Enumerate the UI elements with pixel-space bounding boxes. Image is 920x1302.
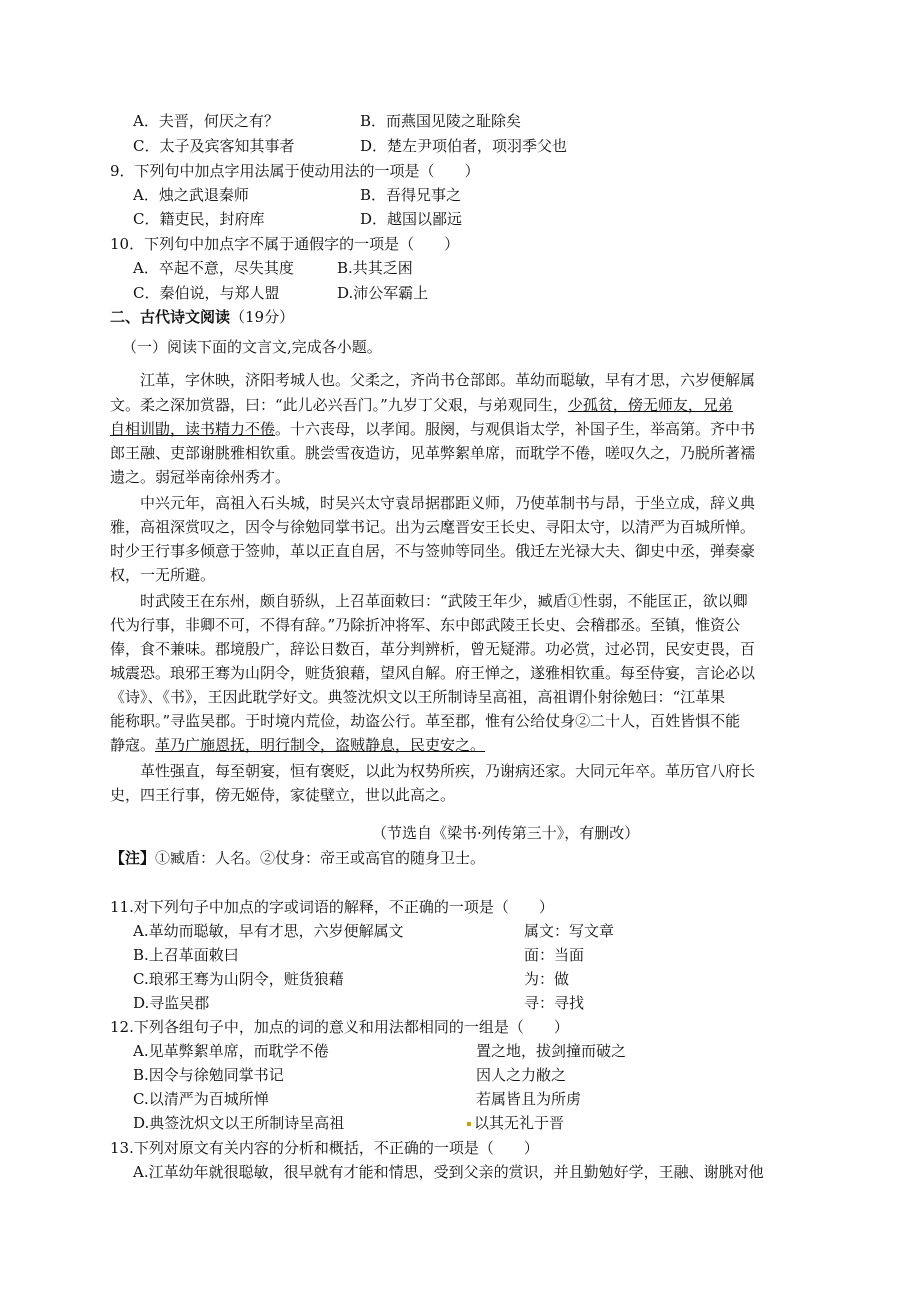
q10-stem: 10．下列句中加点字不属于通假字的一项是（ ） bbox=[110, 235, 460, 253]
passage-line-7: 雅，高祖深赏叹之，因令与徐勉同掌书记。出为云麾晋安王长史、寻阳太守，以清严为百城所惮。 bbox=[110, 518, 756, 536]
passage-line-11: 代为行事，非卿不可，不得有辞。”乃除折冲将军、东中郎武陵王长史、会稽郡丞。至镇，惟资公 bbox=[110, 616, 741, 634]
q11-option-c: C.琅邪王骞为山阴令，赃货狼藉 bbox=[133, 970, 344, 988]
passage-line-13: 城震恐。琅邪王骞为山阴令，赃货狼藉，望风自解。府王惮之，遂雅相钦重。每至侍宴，言论必以 bbox=[110, 664, 756, 682]
q9-option-d: D．越国以鄙远 bbox=[360, 210, 463, 228]
q10-option-a: A．卒起不意，尽失其度 bbox=[133, 259, 294, 277]
q13-option-a: A.江革幼年就很聪敏，很早就有才能和情思，受到父亲的赏识，并且勤勉好学，王融、谢朓对他 bbox=[133, 1163, 764, 1181]
q11-stem: 11.对下列句子中加点的字或词语的解释，不正确的一项是（ ） bbox=[110, 898, 554, 916]
q12-option-b-compare: 因人之力敝之 bbox=[476, 1066, 567, 1084]
q12-stem: 12.下列各组句子中，加点的词的意义和用法都相同的一组是（ ） bbox=[110, 1018, 569, 1036]
q9-option-c: C．籍吏民，封府库 bbox=[133, 210, 265, 228]
passage-line-8: 时少王行事多倾意于签帅，革以正直自居，不与签帅等同坐。俄迁左光禄大夫、御史中丞，弹奏豪 bbox=[110, 542, 756, 560]
marker-dot bbox=[467, 1122, 471, 1126]
q10-option-b: B.共其乏困 bbox=[337, 259, 413, 277]
passage-line-14: 《诗》、《书》，王因此耽学好文。典签沈炽文以王所制诗呈高祖，高祖谓仆射徐勉曰：“江革果 bbox=[110, 688, 726, 706]
passage-line-18: 史，四王行事，傍无姬侍，家徒壁立，世以此高之。 bbox=[110, 786, 456, 804]
section-score: （19分） bbox=[230, 308, 295, 326]
q12-option-d-compare: 以其无礼于晋 bbox=[467, 1112, 564, 1134]
q10-option-d: D.沛公军霸上 bbox=[337, 284, 429, 302]
passage-line-1: 江革，字休映，济阳考城人也。父柔之，齐尚书仓部郎。革幼而聪敏，早有才思，六岁便解属 bbox=[140, 371, 756, 389]
footnote-text: ①臧盾：人名。②仗身：帝王或高官的随身卫士。 bbox=[155, 849, 486, 867]
q8-option-c: C．太子及宾客知其事者 bbox=[133, 137, 295, 155]
q9-option-a: A．烛之武退秦师 bbox=[133, 186, 249, 204]
passage-line-6: 中兴元年，高祖入石头城，时吴兴太守袁昂据郡距义师，乃使革制书与昂，于坐立成，辞义典 bbox=[140, 494, 756, 512]
section-title: 二、古代诗文阅读 bbox=[110, 308, 231, 326]
q12-option-b: B.因令与徐勉同掌书记 bbox=[133, 1066, 284, 1084]
q11-option-b-gloss: 面：当面 bbox=[524, 946, 585, 964]
passage-line-10: 时武陵王在东州，颇自骄纵，上召革面敕曰：“武陵王年少，臧盾①性弱，不能匡正，欲以卿 bbox=[140, 592, 748, 610]
passage-line-16: 静寇。革乃广施恩抚，明行制令，盗贼静息，民吏安之。 bbox=[110, 736, 486, 754]
section-subheading: （一）阅读下面的文言文,完成各小题。 bbox=[122, 338, 382, 356]
passage-line-3: 自相训勖，读书精力不倦。十六丧母，以孝闻。服阕，与观俱诣太学，补国子生，举高第。齐中书 bbox=[110, 420, 756, 438]
q8-option-a: A．夫晋，何厌之有？ bbox=[133, 112, 279, 130]
underlined-sentence-2: 革乃广施恩抚，明行制令，盗贼静息，民吏安之。 bbox=[155, 736, 486, 754]
q11-option-a-gloss: 属文：写文章 bbox=[524, 922, 615, 940]
q10-option-c: C．秦伯说，与郑人盟 bbox=[133, 284, 280, 302]
q11-option-d-gloss: 寻：寻找 bbox=[524, 994, 585, 1012]
passage-line-17: 革性强直，每至朝宴，恒有褒贬，以此为权势所疾，乃谢病还家。大同元年卒。革历官八府长 bbox=[140, 762, 756, 780]
q9-stem: 9．下列句中加点字用法属于使动用法的一项是（ ） bbox=[110, 162, 480, 180]
q12-option-d: D.典签沈炽文以王所制诗呈高祖 bbox=[133, 1114, 345, 1132]
q12-option-a: A.见革弊絮单席，而耽学不倦 bbox=[133, 1042, 329, 1060]
passage-line-5: 遗之。弱冠举南徐州秀才。 bbox=[110, 468, 291, 486]
q11-option-a: A.革幼而聪敏，早有才思，六岁便解属文 bbox=[133, 922, 404, 940]
q8-option-b: B．而燕国见陵之耻除矣 bbox=[360, 112, 522, 130]
passage-line-9: 权，一无所避。 bbox=[110, 566, 216, 584]
passage-source: （节选自《梁书·列传第三十》，有删改） bbox=[372, 824, 640, 842]
underlined-sentence-1b: 自相训勖，读书精力不倦 bbox=[110, 420, 276, 438]
q13-stem: 13.下列对原文有关内容的分析和概括，不正确的一项是（ ） bbox=[110, 1139, 539, 1157]
footnote bbox=[110, 847, 485, 869]
q8-option-d: D．楚左尹项伯者，项羽季父也 bbox=[360, 137, 568, 155]
q12-option-c: C.以清严为百城所惮 bbox=[133, 1090, 269, 1108]
q11-option-b: B.上召革面敕曰 bbox=[133, 946, 239, 964]
passage-line-4: 郎王融、吏部谢朓雅相钦重。朓尝雪夜造访，见革弊絮单席，而耽学不倦，嗟叹久之，乃脱所著襦 bbox=[110, 444, 756, 462]
q9-option-b: B．吾得兄事之 bbox=[360, 186, 462, 204]
section-heading bbox=[110, 306, 294, 328]
passage-line-15: 能称职。”寻监吴郡。于时境内荒俭，劫盗公行。革至郡，惟有公给仗身②二十人，百姓皆惧不能 bbox=[110, 712, 741, 730]
q11-option-d: D.寻监吴郡 bbox=[133, 994, 210, 1012]
q12-option-a-compare: 置之地，拔剑撞而破之 bbox=[476, 1042, 627, 1060]
footnote-label: 【注】 bbox=[110, 849, 156, 867]
passage-line-12: 俸，食不兼味。郡境殷广，辞讼日数百，革分判辨析，曾无疑滞。功必赏，过必罚，民安吏畏，百 bbox=[110, 640, 756, 658]
q11-option-c-gloss: 为：做 bbox=[524, 970, 570, 988]
passage-line-2: 文。柔之深加赏器，曰：“此儿必兴吾门。”九岁丁父艰，与弟观同生，少孤贫，傍无师友，兄弟 bbox=[110, 396, 733, 414]
underlined-sentence-1a: 少孤贫，傍无师友，兄弟 bbox=[567, 396, 733, 414]
q12-option-c-compare: 若属皆且为所虏 bbox=[476, 1090, 582, 1108]
